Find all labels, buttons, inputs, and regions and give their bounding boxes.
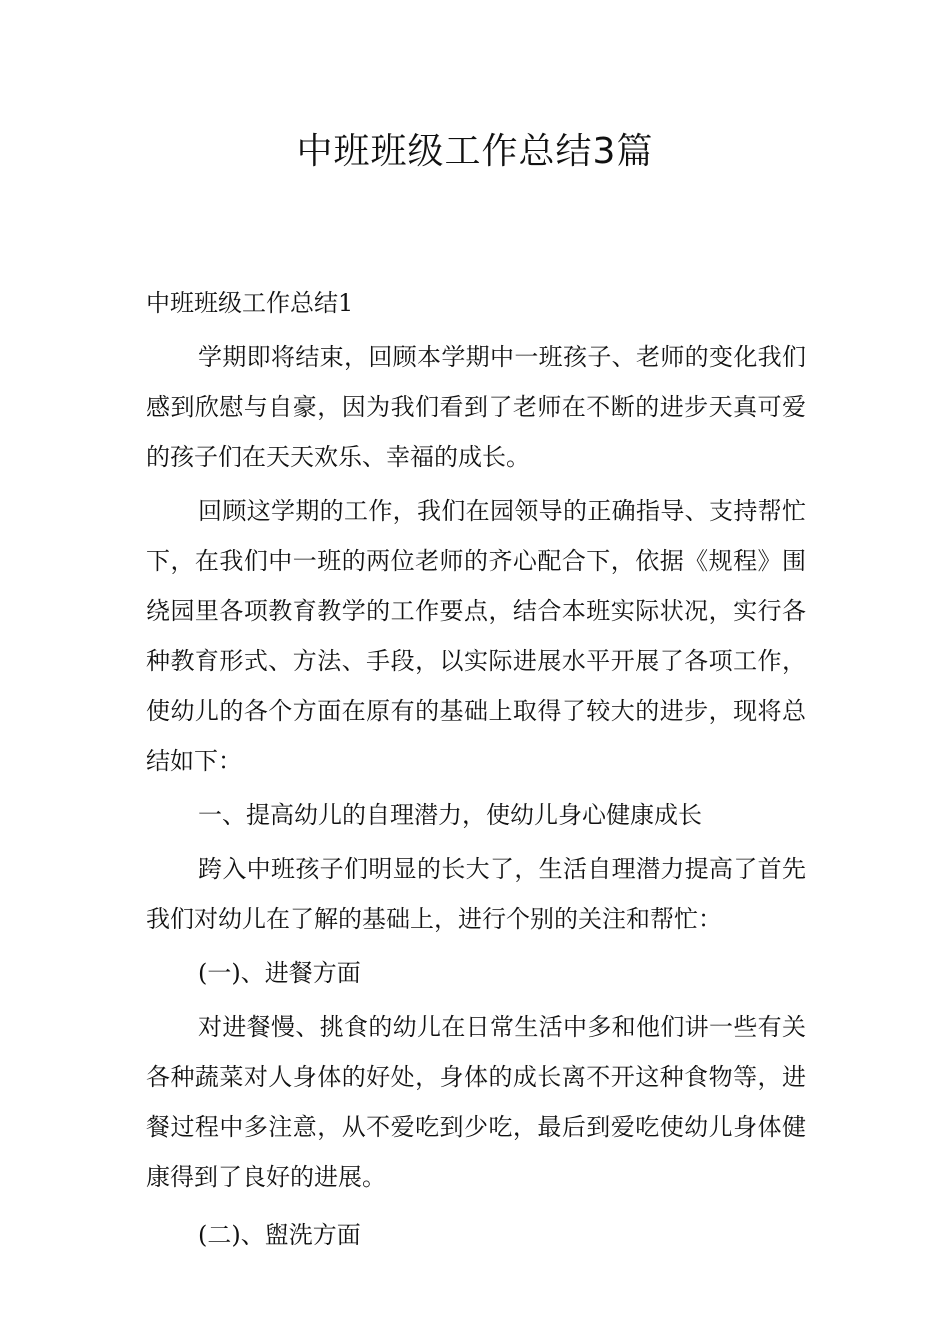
- document-body: [146, 278, 806, 1260]
- document-title: 中班班级工作总结3篇: [296, 131, 654, 172]
- subheading-washing: (二)、盥洗方面: [198, 1221, 361, 1249]
- paragraph-meals: 对进餐慢、挑食的幼儿在日常生活中多和他们讲一些有关各种蔬菜对人身体的好处，身体的成长离不开这种食物等，进餐过程中多注意，从不爱吃到少吃，最后到爱吃使幼儿身体健康得到了良好的进展。: [146, 1013, 806, 1191]
- subheading-meals: (一)、进餐方面: [198, 959, 361, 987]
- section-heading: 中班班级工作总结1: [146, 289, 354, 317]
- paragraph-intro: 学期即将结束，回顾本学期中一班孩子、老师的变化我们感到欣慰与自豪，因为我们看到了老师在不断的进步天真可爱的孩子们在天天欢乐、幸福的成长。: [146, 343, 806, 471]
- paragraph-self-care: 跨入中班孩子们明显的长大了，生活自理潜力提高了首先我们对幼儿在了解的基础上，进行个别的关注和帮忙：: [146, 855, 806, 933]
- subheading-self-care: 一、提高幼儿的自理潜力，使幼儿身心健康成长: [198, 801, 702, 829]
- paragraph-review: 回顾这学期的工作，我们在园领导的正确指导、支持帮忙下，在我们中一班的两位老师的齐心配合下，依据《规程》围绕园里各项教育教学的工作要点，结合本班实际状况，实行各种教育形式、方法、手段，以实际进展水平开展了各项工作，使幼儿的各个方面在原有的基础上取得了较大的进步，现将总结如下：: [146, 497, 806, 775]
